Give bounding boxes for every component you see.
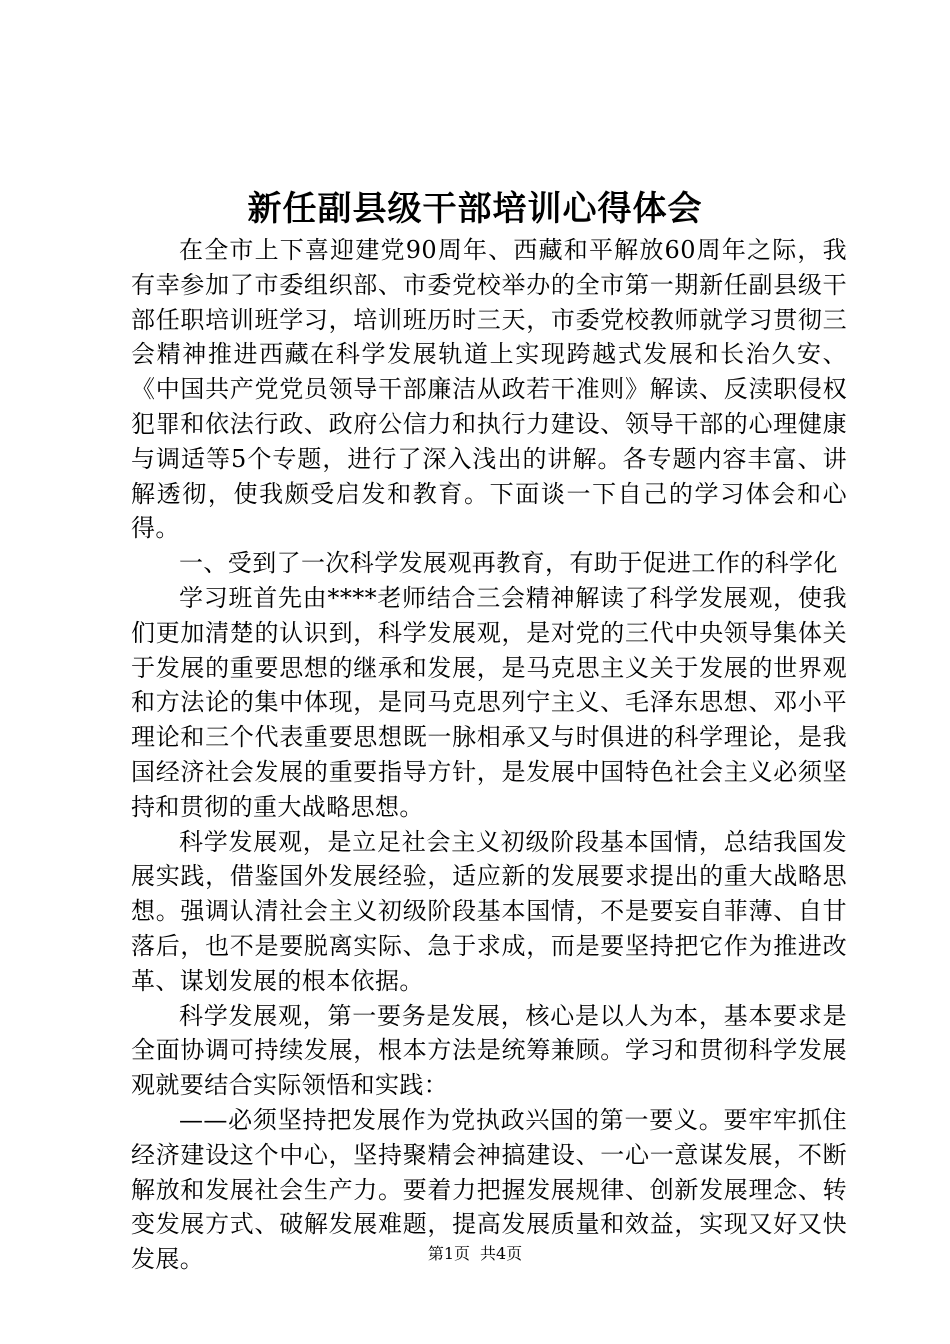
- page-number: 第1页: [427, 1244, 470, 1263]
- document-body: [131, 233, 847, 1277]
- section-heading-1: 一、受到了一次科学发展观再教育，有助于促进工作的科学化: [179, 549, 838, 578]
- page-footer: [0, 1243, 950, 1265]
- page-total: 共4页: [480, 1244, 523, 1263]
- paragraph-basic-national-conditions: 科学发展观，是立足社会主义初级阶段基本国情，总结我国发展实践，借鉴国外发展经验，适应新的发展要求提出的重大战略思想。强调认清社会主义初级阶段基本国情，不是要妄自菲薄、自甘落后，也不是要脱离实际、急于求成，而是要坚持把它作为推进改革、谋划发展的根本依据。: [131, 827, 847, 995]
- document-title: 新任副县级干部培训心得体会: [247, 189, 703, 229]
- paragraph-development-essential: ——必须坚持把发展作为党执政兴国的第一要义。要牢牢抓住经济建设这个中心，坚持聚精会神搞建设、一心一意谋发展，不断解放和发展社会生产力。要着力把握发展规律、创新发展理念、转变发展方式、破解发展难题，提高发展质量和效益，实现又好又快发展。: [131, 1105, 847, 1274]
- paragraph-intro: 在全市上下喜迎建党90周年、西藏和平解放60周年之际，我有幸参加了市委组织部、市委党校举办的全市第一期新任副县级干部任职培训班学习，培训班历时三天，市委党校教师就学习贯彻三会精神推进西藏在科学发展轨道上实现跨越式发展和长治久安、《中国共产党党员领导干部廉洁从政若干准则》解读、反渎职侵权犯罪和依法行政、政府公信力和执行力建设、领导干部的心理健康与调适等5个专题，进行了深入浅出的讲解。各专题内容丰富、讲解透彻，使我颇受启发和教育。下面谈一下自己的学习体会和心得。: [131, 236, 847, 543]
- paragraph-scientific-outlook: 学习班首先由****老师结合三会精神解读了科学发展观，使我们更加清楚的认识到，科学发展观，是对党的三代中央领导集体关于发展的重要思想的继承和发展，是马克思主义关于发展的世界观和方法论的集中体现，是同马克思列宁主义、毛泽东思想、邓小平理论和三个代表重要思想既一脉相承又与时俱进的科学理论，是我国经济社会发展的重要指导方针，是发展中国特色社会主义必须坚持和贯彻的重大战略思想。: [131, 583, 847, 821]
- paragraph-first-priority: 科学发展观，第一要务是发展，核心是以人为本，基本要求是全面协调可持续发展，根本方法是统筹兼顾。学习和贯彻科学发展观就要结合实际领悟和实践：: [131, 1001, 847, 1100]
